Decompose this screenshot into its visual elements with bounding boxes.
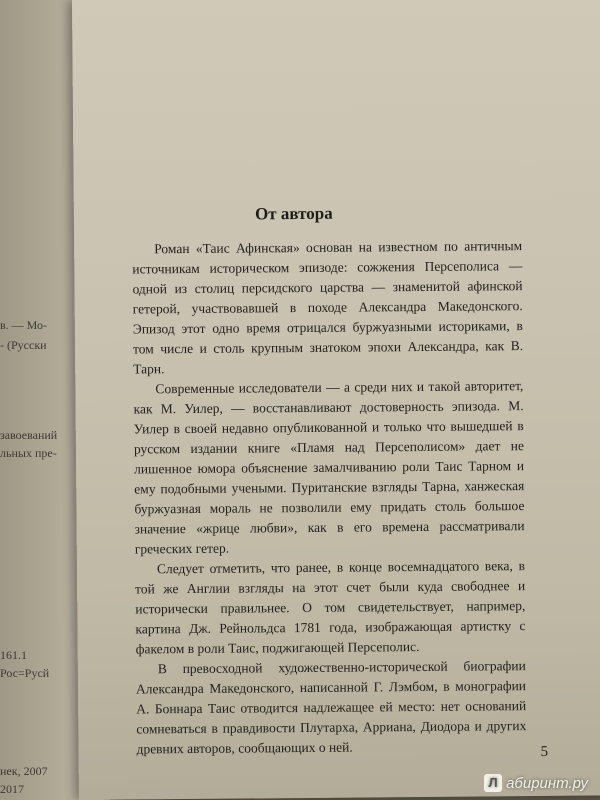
body-text xyxy=(132,236,527,759)
left-page-fragment: нек, 2007 xyxy=(0,764,48,778)
left-page-fragment: завоеваний xyxy=(0,428,58,442)
left-page-fragment: 161.1 xyxy=(0,648,27,662)
paragraph: В превосходной художественно-исторической биографии Александра Македонского, написанной Г. Лэмбом, в монографии А. Боннара Таис отводится надлежащее ей место: нет оснований сомневаться в правдивости Плутарха, Арриана, Диодора и других древних авторов, сообщающих о ней. xyxy=(135,658,527,757)
watermark xyxy=(484,774,588,792)
left-page-fragment: 2017 xyxy=(0,782,24,796)
book-page xyxy=(72,0,600,800)
page-title: От автора xyxy=(254,203,333,224)
watermark-text: абиринт.ру xyxy=(506,774,588,792)
page-number: 5 xyxy=(540,743,549,760)
left-page-fragment: льных пре- xyxy=(0,446,57,460)
left-page-fragment: - (Русски xyxy=(0,338,47,352)
labirint-logo-icon: Л xyxy=(484,774,502,792)
left-page-fragment: в. — Мо- xyxy=(0,318,48,332)
left-page-fragment: Рос=Русй xyxy=(0,666,50,680)
paragraph: Роман «Таис Афинская» основан на известном по античным источникам историческом эпизоде: сожжения Персеполиса — одной из столиц персидского царства — знаменитой афинской гетерой, участвовавшей в походе Александра Македонского. Эпизод этот одно время отрицался буржуазными историками, в том числе и столь крупным знатоком эпохи Александра, как В. Тарн. xyxy=(132,238,524,377)
paragraph: Современные исследователи — а среди них и такой авторитет, как М. Уилер, — восстанавливают достоверность эпизода. М. Уилер в своей недавно опубликованной и только что вышедшей в русском издании книге «Пламя над Персеполисом» дает не лишенное юмора объяснение замалчиванию роли Таис Тарном и ему подобными учеными. Пуританские взгляды Тарна, ханжеская буржуазная мораль не позволили ему придать столь большое значение «жрице любви», как в его времена рассматривали греческих гетер. xyxy=(133,378,525,557)
paragraph: Следует отметить, что ранее, в конце восемнадцатого века, в той же Англии взгляды на этот счет были куда свободнее и исторически правильнее. О том свидетельствует, например, картина Дж. Рейнольдса 1781 года, изображающая артистку с факелом в роли Таис, поджигающей Персеполис. xyxy=(135,558,526,657)
